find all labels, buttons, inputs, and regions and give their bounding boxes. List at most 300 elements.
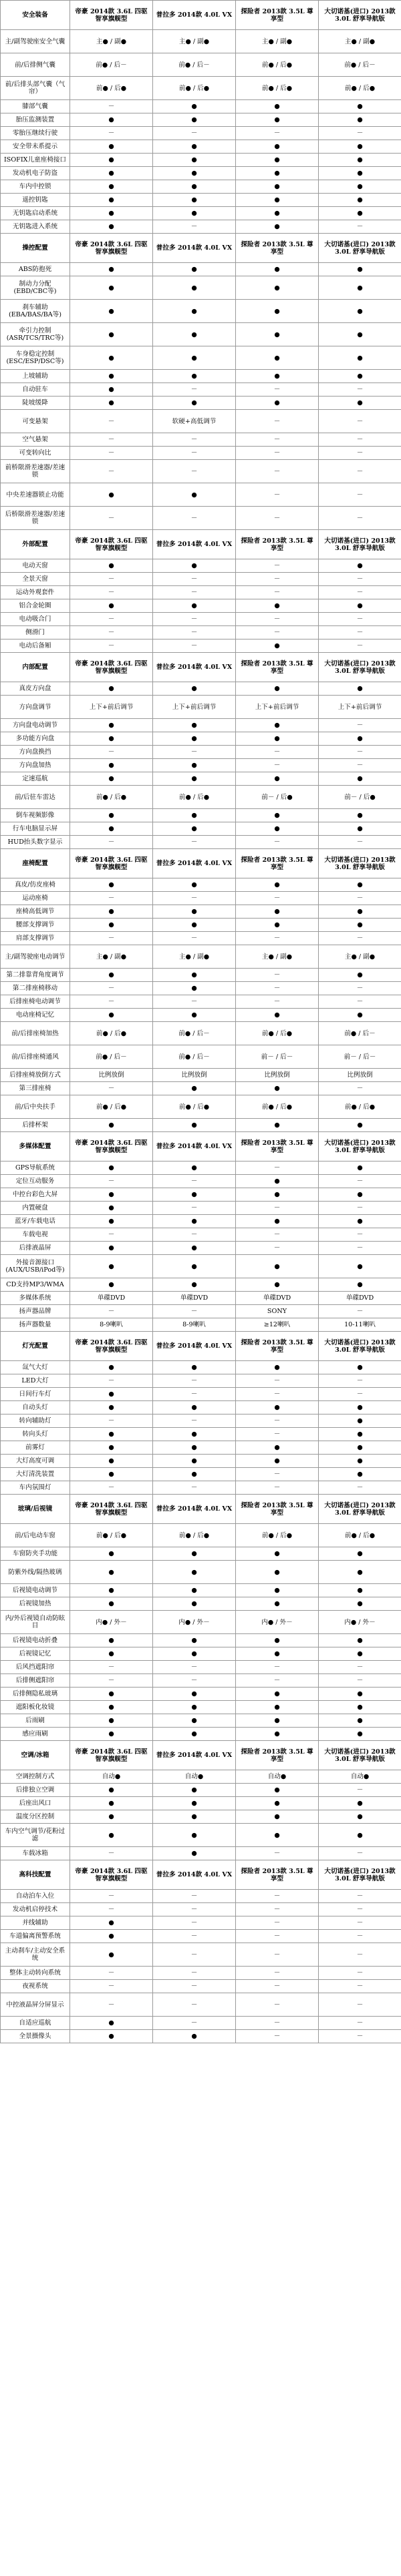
spec-row xyxy=(1,1916,401,1930)
spec-value: ● xyxy=(70,180,153,194)
spec-label: 车身稳定控制(ESC/ESP/DSC等) xyxy=(1,346,70,370)
spec-value: ● xyxy=(236,276,319,300)
spec-value: － xyxy=(236,573,319,586)
spec-row xyxy=(1,1481,401,1495)
spec-label: 中控液晶屏分屏显示 xyxy=(1,1993,70,2017)
spec-value: － xyxy=(153,836,236,849)
spec-value: － xyxy=(236,433,319,447)
spec-row xyxy=(1,1455,401,1468)
spec-value: ● xyxy=(70,1009,153,1022)
spec-value: ● xyxy=(153,207,236,220)
spec-value: ● xyxy=(236,822,319,836)
model-name-header: 大切诺基(进口) 2013款 3.0L 舒享导航版 xyxy=(319,530,401,559)
spec-value: － xyxy=(319,1943,401,1967)
model-name-header: 探险者 2013款 3.5L 尊享型 xyxy=(236,1741,319,1770)
spec-value: ● xyxy=(153,300,236,323)
spec-value: ● xyxy=(236,1401,319,1414)
spec-value: ● xyxy=(153,1468,236,1481)
spec-row xyxy=(1,370,401,383)
spec-row xyxy=(1,1428,401,1441)
spec-label: 后排侧隐私玻璃 xyxy=(1,1688,70,1701)
spec-value: 上下+前后调节 xyxy=(236,696,319,719)
spec-value: ● xyxy=(319,167,401,180)
spec-value: ● xyxy=(236,100,319,113)
model-name-header: 普拉多 2014款 4.0L VX xyxy=(153,234,236,263)
spec-value: ● xyxy=(236,1714,319,1728)
spec-value: ● xyxy=(70,1278,153,1292)
spec-value: ● xyxy=(153,1242,236,1255)
spec-value: 前● / 后● xyxy=(236,1095,319,1119)
spec-value: ● xyxy=(153,1634,236,1647)
spec-value: ● xyxy=(319,370,401,383)
spec-value: ● xyxy=(236,1797,319,1810)
spec-value: ● xyxy=(236,1584,319,1597)
spec-row xyxy=(1,1045,401,1069)
spec-value: ● xyxy=(319,207,401,220)
spec-label: 铝合金轮圈 xyxy=(1,599,70,613)
spec-value: 主● / 副● xyxy=(70,30,153,53)
spec-value: ● xyxy=(153,1361,236,1374)
spec-value: 前● / 后● xyxy=(70,786,153,809)
spec-value: 比例放倒 xyxy=(319,1069,401,1082)
spec-row xyxy=(1,1784,401,1797)
spec-value: － xyxy=(236,1428,319,1441)
spec-label: 车内中控锁 xyxy=(1,180,70,194)
spec-label: 电动吸合门 xyxy=(1,613,70,626)
spec-row xyxy=(1,433,401,447)
spec-value: － xyxy=(153,586,236,599)
spec-value: － xyxy=(153,1481,236,1495)
spec-value: 单碟DVD xyxy=(236,1292,319,1305)
spec-value: ● xyxy=(153,370,236,383)
spec-row xyxy=(1,1634,401,1647)
spec-value: － xyxy=(153,433,236,447)
spec-value: ● xyxy=(236,323,319,346)
spec-row xyxy=(1,410,401,433)
spec-value: ● xyxy=(319,180,401,194)
spec-value: ● xyxy=(236,719,319,732)
spec-value: － xyxy=(153,220,236,234)
spec-value: － xyxy=(236,127,319,140)
spec-value: － xyxy=(153,1903,236,1916)
spec-value: － xyxy=(70,460,153,483)
spec-value: － xyxy=(319,1930,401,1943)
spec-row xyxy=(1,1701,401,1714)
model-name-header: 帝豪 2014款 3.6L 四驱智享旗舰型 xyxy=(70,1495,153,1524)
spec-value: ● xyxy=(153,1810,236,1824)
spec-value: － xyxy=(153,1305,236,1318)
spec-value: ● xyxy=(319,1361,401,1374)
spec-value: ● xyxy=(153,878,236,892)
spec-value: 自动● xyxy=(319,1770,401,1784)
spec-label: 陡坡缓降 xyxy=(1,397,70,410)
spec-value: 前● / 后● xyxy=(153,1524,236,1547)
spec-value: － xyxy=(319,383,401,397)
spec-label: 夜视系统 xyxy=(1,1980,70,1993)
spec-value: ● xyxy=(236,1784,319,1797)
spec-row xyxy=(1,483,401,507)
spec-value: － xyxy=(236,836,319,849)
spec-value: － xyxy=(319,836,401,849)
spec-value: ● xyxy=(153,1188,236,1202)
spec-row xyxy=(1,822,401,836)
spec-value: ● xyxy=(319,1647,401,1661)
spec-value: ● xyxy=(319,194,401,207)
spec-value: － xyxy=(236,1943,319,1967)
spec-value: － xyxy=(319,1916,401,1930)
spec-value: － xyxy=(319,1993,401,2017)
spec-value: － xyxy=(70,1890,153,1903)
spec-value: － xyxy=(153,1930,236,1943)
spec-value: ● xyxy=(319,346,401,370)
spec-label: 遥控钥匙 xyxy=(1,194,70,207)
spec-value: ● xyxy=(236,113,319,127)
spec-value: ● xyxy=(153,1009,236,1022)
spec-value: ● xyxy=(70,207,153,220)
spec-value: － xyxy=(236,1890,319,1903)
model-name-header: 大切诺基(进口) 2013款 3.0L 舒享导航版 xyxy=(319,849,401,878)
spec-value: ● xyxy=(70,113,153,127)
model-name-header: 探险者 2013款 3.5L 尊享型 xyxy=(236,1132,319,1162)
spec-value: 前● / 后● xyxy=(70,1095,153,1119)
spec-value: ● xyxy=(153,599,236,613)
spec-value: － xyxy=(236,1414,319,1428)
spec-value: ● xyxy=(153,1597,236,1611)
spec-value: － xyxy=(236,1993,319,2017)
spec-row xyxy=(1,1305,401,1318)
spec-value: － xyxy=(319,982,401,995)
spec-row xyxy=(1,995,401,1009)
spec-value: ● xyxy=(236,1278,319,1292)
spec-value: ● xyxy=(70,1797,153,1810)
spec-row xyxy=(1,1943,401,1967)
spec-value: 前－ / 后● xyxy=(319,786,401,809)
spec-value: ● xyxy=(153,263,236,276)
spec-value: － xyxy=(236,1847,319,1860)
spec-value: 比例放倒 xyxy=(236,1069,319,1082)
spec-value: － xyxy=(319,1967,401,1980)
spec-row xyxy=(1,945,401,969)
spec-row xyxy=(1,1414,401,1428)
spec-row xyxy=(1,447,401,460)
spec-value: ● xyxy=(319,905,401,919)
spec-value: － xyxy=(319,2017,401,2030)
spec-value: 软硬+高低调节 xyxy=(153,410,236,433)
spec-row xyxy=(1,732,401,746)
spec-row xyxy=(1,154,401,167)
model-name-header: 探险者 2013款 3.5L 尊享型 xyxy=(236,1860,319,1890)
spec-value: ● xyxy=(153,682,236,696)
spec-value: ● xyxy=(153,167,236,180)
spec-value: － xyxy=(236,1468,319,1481)
spec-value: ● xyxy=(236,732,319,746)
spec-value: ● xyxy=(70,140,153,154)
spec-value: 8-9喇叭 xyxy=(153,1318,236,1332)
spec-value: － xyxy=(236,2030,319,2043)
spec-value: ● xyxy=(236,300,319,323)
section-title: 高科技配置 xyxy=(1,1860,70,1890)
spec-value: － xyxy=(153,995,236,1009)
spec-value: ● xyxy=(70,1119,153,1132)
spec-label: 零胎压继续行驶 xyxy=(1,127,70,140)
spec-value: ● xyxy=(70,263,153,276)
spec-value: ● xyxy=(70,1455,153,1468)
model-name-header: 普拉多 2014款 4.0L VX xyxy=(153,1741,236,1770)
spec-value: 自动● xyxy=(70,1770,153,1784)
spec-label: 大灯高度可调 xyxy=(1,1455,70,1468)
spec-label: 内置硬盘 xyxy=(1,1202,70,1215)
spec-value: ● xyxy=(319,1714,401,1728)
spec-label: LED大灯 xyxy=(1,1374,70,1388)
spec-value: ● xyxy=(70,167,153,180)
spec-value: ● xyxy=(319,809,401,822)
spec-value: － xyxy=(319,1242,401,1255)
spec-value: ● xyxy=(153,969,236,982)
model-name-header: 帝豪 2014款 3.6L 四驱智享旗舰型 xyxy=(70,653,153,682)
spec-label: 前/后电动车窗 xyxy=(1,1524,70,1547)
spec-value: ● xyxy=(70,1255,153,1278)
spec-value: － xyxy=(70,1414,153,1428)
section-header-row xyxy=(1,1132,401,1162)
spec-value: － xyxy=(153,1388,236,1401)
spec-label: 无钥匙启动系统 xyxy=(1,207,70,220)
spec-value: ● xyxy=(236,220,319,234)
section-title: 空调/冰箱 xyxy=(1,1741,70,1770)
spec-value: ● xyxy=(319,1728,401,1741)
spec-row xyxy=(1,1728,401,1741)
section-title: 多媒体配置 xyxy=(1,1132,70,1162)
spec-value: 前● / 后－ xyxy=(319,1022,401,1045)
spec-label: 可变转向比 xyxy=(1,447,70,460)
spec-value: 前● / 后● xyxy=(70,1524,153,1547)
spec-value: ● xyxy=(236,154,319,167)
spec-value: － xyxy=(319,613,401,626)
spec-row xyxy=(1,1980,401,1993)
spec-value: － xyxy=(70,573,153,586)
spec-label: 外接音源接口(AUX/USB/iPod等) xyxy=(1,1255,70,1278)
spec-value: － xyxy=(70,1374,153,1388)
model-name-header: 探险者 2013款 3.5L 尊享型 xyxy=(236,234,319,263)
spec-value: ● xyxy=(236,263,319,276)
spec-label: 自动头灯 xyxy=(1,1401,70,1414)
spec-row xyxy=(1,1388,401,1401)
spec-value: － xyxy=(236,460,319,483)
spec-label: 胎压监测装置 xyxy=(1,113,70,127)
spec-value: ● xyxy=(236,1175,319,1188)
spec-value: ● xyxy=(70,276,153,300)
spec-value: ● xyxy=(153,483,236,507)
spec-row xyxy=(1,1647,401,1661)
spec-value: 单碟DVD xyxy=(319,1292,401,1305)
spec-value: ● xyxy=(153,194,236,207)
spec-value: ● xyxy=(153,982,236,995)
spec-value: ● xyxy=(319,154,401,167)
model-name-header: 普拉多 2014款 4.0L VX xyxy=(153,1332,236,1361)
model-name-header: 大切诺基(进口) 2013款 3.0L 舒享导航版 xyxy=(319,1132,401,1162)
spec-value: － xyxy=(70,1082,153,1095)
spec-value: ● xyxy=(236,1082,319,1095)
spec-value: 主● / 副● xyxy=(153,30,236,53)
spec-value: 前－ / 后● xyxy=(236,786,319,809)
spec-value: － xyxy=(236,1903,319,1916)
spec-label: 大灯清洗装置 xyxy=(1,1468,70,1481)
spec-value: ● xyxy=(236,397,319,410)
spec-row xyxy=(1,167,401,180)
spec-row xyxy=(1,982,401,995)
spec-value: ● xyxy=(70,682,153,696)
spec-value: － xyxy=(319,639,401,653)
spec-value: ● xyxy=(153,1082,236,1095)
spec-value: ● xyxy=(236,194,319,207)
spec-label: 制动力分配(EBD/CBC等) xyxy=(1,276,70,300)
spec-row xyxy=(1,2030,401,2043)
spec-label: 腰部支撑调节 xyxy=(1,919,70,932)
spec-label: 第二排靠背角度调节 xyxy=(1,969,70,982)
spec-value: － xyxy=(319,507,401,530)
spec-row xyxy=(1,1202,401,1215)
section-header-row xyxy=(1,234,401,263)
spec-value: ● xyxy=(319,1278,401,1292)
spec-value: － xyxy=(153,1980,236,1993)
spec-value: ● xyxy=(236,639,319,653)
spec-label: 后视镜记忆 xyxy=(1,1647,70,1661)
spec-value: － xyxy=(70,433,153,447)
spec-value: 比例放倒 xyxy=(153,1069,236,1082)
model-name-header: 帝豪 2014款 3.6L 四驱智享旗舰型 xyxy=(70,1332,153,1361)
spec-value: 10-11喇叭 xyxy=(319,1318,401,1332)
spec-value: ● xyxy=(70,1943,153,1967)
spec-label: 后视镜电动调节 xyxy=(1,1584,70,1597)
spec-value: ● xyxy=(236,682,319,696)
spec-label: 无钥匙进入系统 xyxy=(1,220,70,234)
spec-value: ● xyxy=(319,772,401,786)
spec-value: ● xyxy=(153,1647,236,1661)
spec-row xyxy=(1,100,401,113)
spec-row xyxy=(1,1401,401,1414)
spec-value: 主● / 副● xyxy=(236,945,319,969)
spec-value: ● xyxy=(236,346,319,370)
spec-value: － xyxy=(236,1661,319,1674)
spec-value: － xyxy=(153,1414,236,1428)
spec-label: 扬声器数量 xyxy=(1,1318,70,1332)
spec-value: ● xyxy=(319,919,401,932)
spec-value: ● xyxy=(70,719,153,732)
spec-value: ● xyxy=(153,1688,236,1701)
spec-label: 感应雨刷 xyxy=(1,1728,70,1741)
spec-value: ● xyxy=(236,207,319,220)
model-name-header: 普拉多 2014款 4.0L VX xyxy=(153,849,236,878)
spec-row xyxy=(1,1468,401,1481)
spec-label: 第二排座椅移动 xyxy=(1,982,70,995)
spec-value: 前● / 后● xyxy=(319,1095,401,1119)
spec-value: ● xyxy=(153,1784,236,1797)
spec-label: 后排座椅放倒方式 xyxy=(1,1069,70,1082)
spec-value: ● xyxy=(70,300,153,323)
spec-label: 行车电脑显示屏 xyxy=(1,822,70,836)
spec-value: － xyxy=(319,1082,401,1095)
spec-value: ● xyxy=(70,1647,153,1661)
spec-value: ● xyxy=(319,1584,401,1597)
spec-value: － xyxy=(319,2030,401,2043)
spec-label: 温度分区控制 xyxy=(1,1810,70,1824)
spec-value: 前● / 后－ xyxy=(153,53,236,77)
spec-value: ● xyxy=(236,919,319,932)
spec-value: ● xyxy=(319,1215,401,1228)
spec-label: 内/外后视镜自动防眩目 xyxy=(1,1611,70,1634)
spec-value: － xyxy=(153,1967,236,1980)
spec-value: － xyxy=(70,1661,153,1674)
spec-label: 后视镜加热 xyxy=(1,1597,70,1611)
spec-value: ● xyxy=(319,1162,401,1175)
spec-value: ● xyxy=(70,154,153,167)
spec-value: － xyxy=(70,410,153,433)
spec-label: 主/副驾驶座安全气囊 xyxy=(1,30,70,53)
spec-row xyxy=(1,220,401,234)
spec-value: － xyxy=(153,1916,236,1930)
spec-value: ● xyxy=(153,140,236,154)
spec-label: 前/后排座椅加热 xyxy=(1,1022,70,1045)
section-header-row xyxy=(1,653,401,682)
spec-label: 定速巡航 xyxy=(1,772,70,786)
spec-row xyxy=(1,1770,401,1784)
spec-label: 整体主动转向系统 xyxy=(1,1967,70,1980)
spec-label: 方向盘调节 xyxy=(1,696,70,719)
spec-row xyxy=(1,1292,401,1305)
spec-value: ● xyxy=(236,1688,319,1701)
spec-row xyxy=(1,1374,401,1388)
spec-value: ● xyxy=(319,1597,401,1611)
spec-value: － xyxy=(319,127,401,140)
spec-value: ● xyxy=(70,1824,153,1847)
spec-value: 8-9喇叭 xyxy=(70,1318,153,1332)
spec-value: － xyxy=(153,460,236,483)
spec-label: 定位互动服务 xyxy=(1,1175,70,1188)
spec-value: ● xyxy=(236,1728,319,1741)
spec-row xyxy=(1,460,401,483)
model-name-header: 大切诺基(进口) 2013款 3.0L 舒享导航版 xyxy=(319,1332,401,1361)
model-name-header: 探险者 2013款 3.5L 尊享型 xyxy=(236,1495,319,1524)
model-name-header: 帝豪 2014款 3.6L 四驱智享旗舰型 xyxy=(70,1860,153,1890)
spec-value: ● xyxy=(319,878,401,892)
spec-label: 座椅高低调节 xyxy=(1,905,70,919)
spec-value: ● xyxy=(153,1714,236,1728)
spec-row xyxy=(1,1022,401,1045)
spec-value: － xyxy=(236,759,319,772)
spec-row xyxy=(1,263,401,276)
spec-value: － xyxy=(70,746,153,759)
spec-row xyxy=(1,180,401,194)
spec-value: ● xyxy=(236,878,319,892)
spec-value: － xyxy=(319,1903,401,1916)
spec-value: － xyxy=(319,759,401,772)
spec-value: ● xyxy=(319,1561,401,1584)
spec-value: ● xyxy=(70,194,153,207)
spec-value: － xyxy=(153,1228,236,1242)
spec-value: ● xyxy=(153,180,236,194)
spec-row xyxy=(1,1930,401,1943)
spec-value: － xyxy=(70,932,153,945)
spec-value: ● xyxy=(70,220,153,234)
model-name-header: 探险者 2013款 3.5L 尊享型 xyxy=(236,530,319,559)
spec-row xyxy=(1,1215,401,1228)
section-header-row xyxy=(1,1495,401,1524)
spec-value: 内● / 外－ xyxy=(236,1611,319,1634)
spec-value: － xyxy=(319,1661,401,1674)
spec-value: ● xyxy=(153,1278,236,1292)
spec-value: － xyxy=(70,613,153,626)
spec-label: 后排液晶屏 xyxy=(1,1242,70,1255)
spec-value: ● xyxy=(319,263,401,276)
